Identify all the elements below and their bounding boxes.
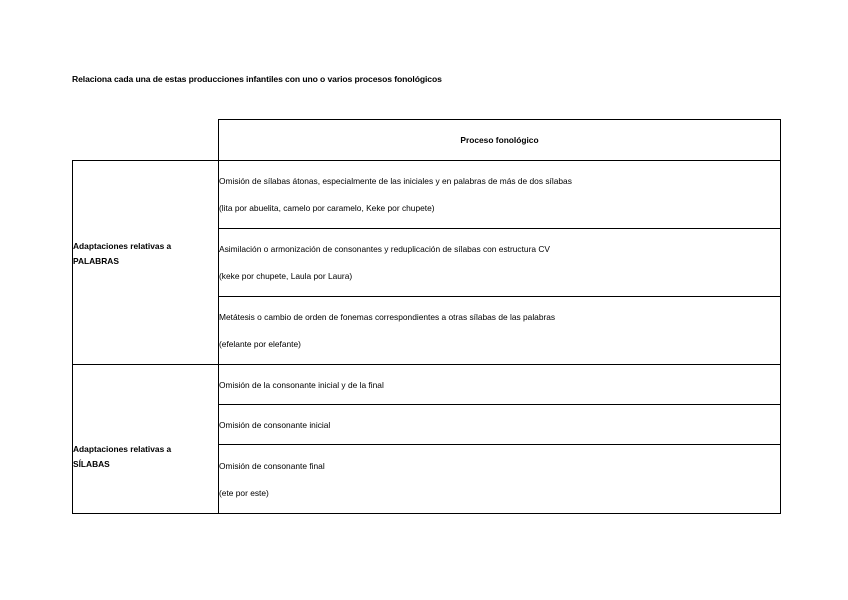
process-description: Omisión de sílabas átonas, especialmente de las iniciales y en palabras de más de dos sílabas <box>219 176 572 186</box>
table-row <box>73 161 781 229</box>
process-cell <box>219 161 781 229</box>
process-description: Omisión de consonante final <box>219 460 325 471</box>
process-cell <box>219 445 781 514</box>
process-cell <box>219 405 781 445</box>
process-description: Asimilación o armonización de consonantes y reduplicación de sílabas con estructura CV <box>219 244 550 254</box>
process-example: (keke por chupete, Laula por Laura) <box>219 271 353 281</box>
group-label-silabas: Adaptaciones relativas a SÍLABAS <box>73 365 219 514</box>
process-description: Metátesis o cambio de orden de fonemas correspondientes a otras sílabas de las palabras <box>219 312 556 322</box>
page-title: Relaciona cada una de estas producciones infantiles con uno o varios procesos fonológicos <box>72 74 442 84</box>
process-cell <box>219 297 781 365</box>
column-header-proceso: Proceso fonológico <box>219 120 781 161</box>
process-cell <box>219 229 781 297</box>
process-description: Omisión de consonante inicial <box>219 419 331 430</box>
process-example: (lita por abuelita, camelo por caramelo, Keke por chupete) <box>219 203 435 213</box>
table-row <box>73 365 781 405</box>
process-example: (efelante por elefante) <box>219 339 301 349</box>
group-label-palabras: Adaptaciones relativas a PALABRAS <box>73 161 219 365</box>
table-header-row <box>73 120 781 161</box>
empty-corner-cell <box>73 120 219 161</box>
process-description: Omisión de la consonante inicial y de la final <box>219 379 384 390</box>
process-cell <box>219 365 781 405</box>
phonological-process-table <box>72 119 781 514</box>
process-example: (ete por este) <box>219 487 269 498</box>
